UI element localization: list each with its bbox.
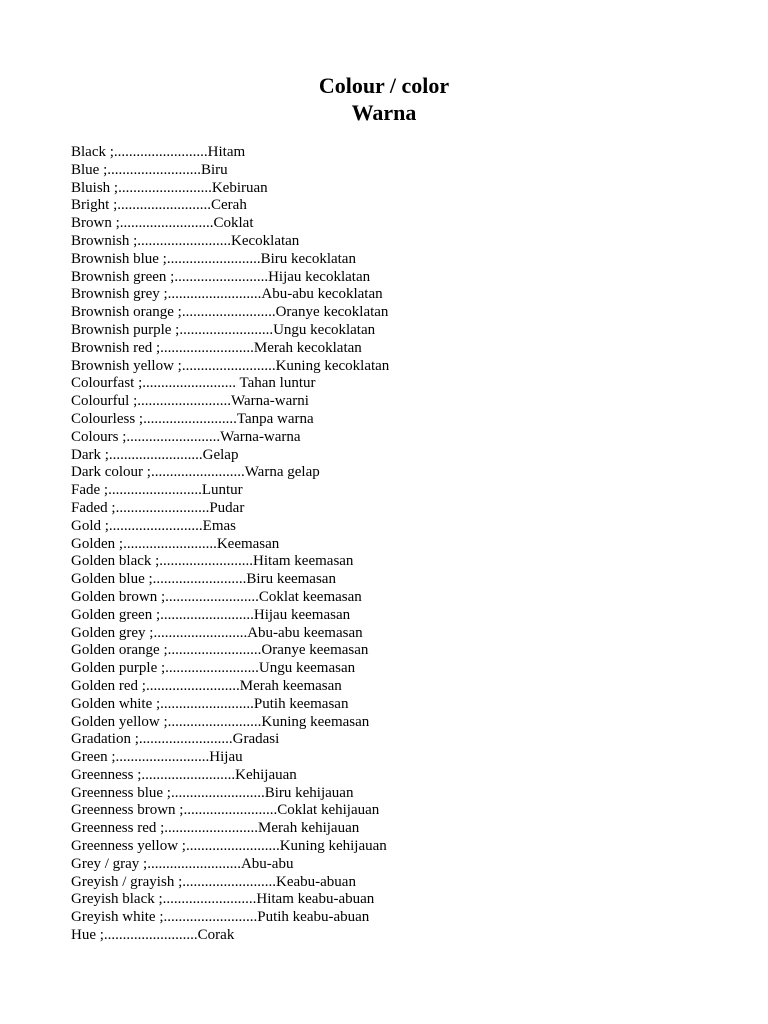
vocabulary-entry: Brownish blue ;.........................Biru kecoklatan — [71, 250, 356, 267]
vocabulary-entry: Dark colour ;.........................Warna gelap — [71, 464, 320, 481]
vocabulary-entry: Brownish grey ;.........................Abu-abu kecoklatan — [71, 286, 383, 303]
vocabulary-entry: Greenness blue ;.........................Biru kehijauan — [71, 784, 354, 801]
vocabulary-entry: Dark ;.........................Gelap — [71, 446, 239, 463]
vocabulary-entry: Golden white ;.........................Putih keemasan — [71, 695, 349, 712]
vocabulary-entry: Greenness brown ;.........................Coklat kehijauan — [71, 802, 380, 819]
vocabulary-entry: Brownish red ;.........................Merah kecoklatan — [71, 339, 362, 356]
vocabulary-entry: Brownish green ;.........................Hijau kecoklatan — [71, 268, 371, 285]
vocabulary-entry: Golden grey ;.........................Abu-abu keemasan — [71, 624, 363, 641]
vocabulary-entry: Greyish / grayish ;.........................Keabu-abuan — [71, 873, 356, 890]
vocabulary-entry: Fade ;.........................Luntur — [71, 482, 243, 499]
vocabulary-entry: Golden brown ;.........................Coklat keemasan — [71, 588, 362, 605]
document-title — [0, 72, 768, 126]
vocabulary-entry: Golden red ;.........................Merah keemasan — [71, 677, 342, 694]
vocabulary-entry: Colourfast ;......................... Tahan luntur — [71, 375, 316, 392]
vocabulary-entry: Brownish purple ;.........................Ungu kecoklatan — [71, 321, 376, 338]
vocabulary-entry: Bluish ;.........................Kebiruan — [71, 179, 268, 196]
vocabulary-entry: Golden ;.........................Keemasan — [71, 535, 280, 552]
vocabulary-entry: Greyish black ;.........................Hitam keabu-abuan — [71, 891, 375, 908]
vocabulary-entry: Gold ;.........................Emas — [71, 517, 236, 534]
vocabulary-entry: Gradation ;.........................Gradasi — [71, 731, 280, 748]
vocabulary-entry: Brownish orange ;.........................Oranye kecoklatan — [71, 304, 389, 321]
vocabulary-entry: Colours ;.........................Warna-warna — [71, 428, 301, 445]
vocabulary-entry: Greenness yellow ;.........................Kuning kehijauan — [71, 838, 387, 855]
vocabulary-entry: Grey / gray ;.........................Abu-abu — [71, 855, 294, 872]
vocabulary-entry: Greenness red ;.........................Merah kehijauan — [71, 820, 360, 837]
vocabulary-entry: Greyish white ;.........................Putih keabu-abuan — [71, 909, 370, 926]
vocabulary-entry: Golden black ;.........................Hitam keemasan — [71, 553, 354, 570]
vocabulary-entry: Blue ;.........................Biru — [71, 161, 228, 178]
vocabulary-entry: Brownish ;.........................Kecoklatan — [71, 232, 300, 249]
vocabulary-entry: Colourless ;.........................Tanpa warna — [71, 410, 314, 427]
vocabulary-entry: Hue ;.........................Corak — [71, 927, 235, 944]
vocabulary-entry: Golden orange ;.........................Oranye keemasan — [71, 642, 369, 659]
title-indonesian: Warna — [351, 100, 417, 125]
vocabulary-entry: Colourful ;.........................Warna-warni — [71, 393, 309, 410]
vocabulary-entry: Golden blue ;.........................Biru keemasan — [71, 571, 336, 588]
vocabulary-entry: Golden yellow ;.........................Kuning keemasan — [71, 713, 370, 730]
vocabulary-entry: Bright ;.........................Cerah — [71, 197, 247, 214]
title-english: Colour / color — [318, 73, 450, 98]
vocabulary-entry: Brown ;.........................Coklat — [71, 215, 254, 232]
vocabulary-entry: Black ;.........................Hitam — [71, 144, 246, 160]
vocabulary-entry: Golden green ;.........................Hijau keemasan — [71, 606, 351, 623]
vocabulary-entry: Golden purple ;.........................Ungu keemasan — [71, 660, 356, 677]
vocabulary-entry: Faded ;.........................Pudar — [71, 499, 245, 516]
vocabulary-list — [71, 144, 389, 945]
vocabulary-entry: Brownish yellow ;.........................Kuning kecoklatan — [71, 357, 390, 374]
vocabulary-entry: Green ;.........................Hijau — [71, 749, 243, 766]
vocabulary-entry: Greenness ;.........................Kehijauan — [71, 766, 297, 783]
